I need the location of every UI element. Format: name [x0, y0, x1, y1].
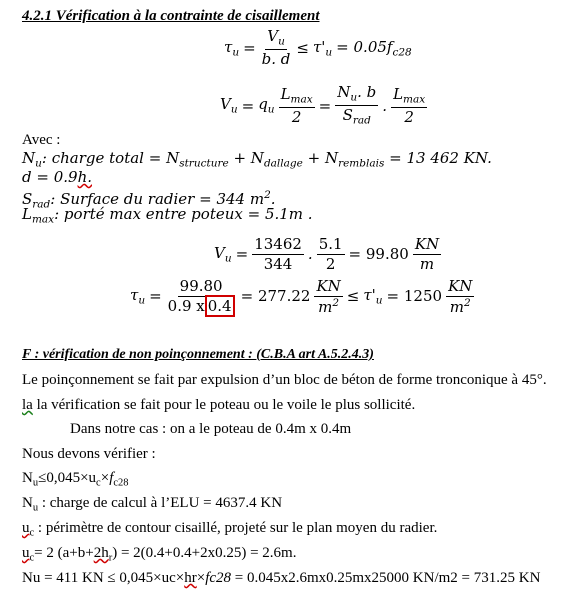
- paragraph-poteau: Dans notre cas : on a le poteau de 0.4m x 0.4m: [70, 421, 352, 437]
- def-srad: $S_{rad}$: Surface du radier = 344 $m^2$.: [22, 189, 276, 211]
- vu-calculation: $V_u$ = $\frac{13462}{344}$ . $\frac{5.1}{2}$ = 99.80 $\frac{KN}{m}$: [214, 235, 440, 273]
- shear-stress-equation: $\tau_u$ = $\frac{V_u}{b. d}$ ≤ $\tau'_u$ = $0.05f_{c28}$: [224, 27, 412, 69]
- highlighted-value-box: 0.4: [205, 295, 235, 317]
- section-heading: 4.2.1 Vérification à la contrainte de cisaillement: [22, 8, 320, 24]
- def-uc: $u_c$ : périmètre de contour cisaillé, projeté sur le plan moyen du radier.: [22, 520, 438, 539]
- condition-formula: $N_u\le 0,045\times u_c\times f_{c28}$: [22, 470, 129, 489]
- paragraph-verification: la la vérification se fait pour le poteau ou le voile le plus sollicité.: [22, 397, 416, 413]
- section-f-heading: F : vérification de non poinçonnement : (C.B.A art A.5.2.4.3): [22, 347, 374, 362]
- def-d: d = 0.9h.: [22, 168, 92, 186]
- tau-calculation: $\tau_u$ = $\frac{99.80}{0.9 x 0.4}$ = 277.22 $\frac{KN}{m^2}$ ≤ $\tau'_u$ = 1250 $\frac{KN}{m^2}$: [130, 277, 473, 316]
- shear-force-equation: $V_u$ = $q_u$ $\frac{L_{max}}{2}$ = $\frac{N_u. b}{S_{rad}}$ . $\frac{L_{max}}{2}$: [220, 83, 426, 127]
- def-lmax: $L_{max}$: porté max entre poteux = 5.1m .: [22, 205, 313, 226]
- paragraph-verifier: Nous devons vérifier :: [22, 446, 156, 462]
- def-nu-elu: $N_u$ : charge de calcul à l’ELU = 4637.4 KN: [22, 495, 283, 514]
- def-nu: $N_u$: charge total = $N_{structure} + N_{dallage} + N_{remblais} = 13$ 462 KN.: [22, 149, 492, 170]
- paragraph-poinconnement: Le poinçonnement se fait par expulsion d’un bloc de béton de forme tronconique à 45°.: [22, 372, 547, 388]
- avec-label: Avec :: [22, 132, 61, 148]
- final-check: Nu = 411 KN ≤ 0,045×uc×hr×fc28 = 0.045x2.6mx0.25mx25000 KN/m2 = 731.25 KN: [22, 570, 541, 586]
- uc-calculation: $u_c= 2$ $(a+b+2h_r) = 2(0.4+0.4+2x0.25) = 2.6m$.: [22, 545, 297, 564]
